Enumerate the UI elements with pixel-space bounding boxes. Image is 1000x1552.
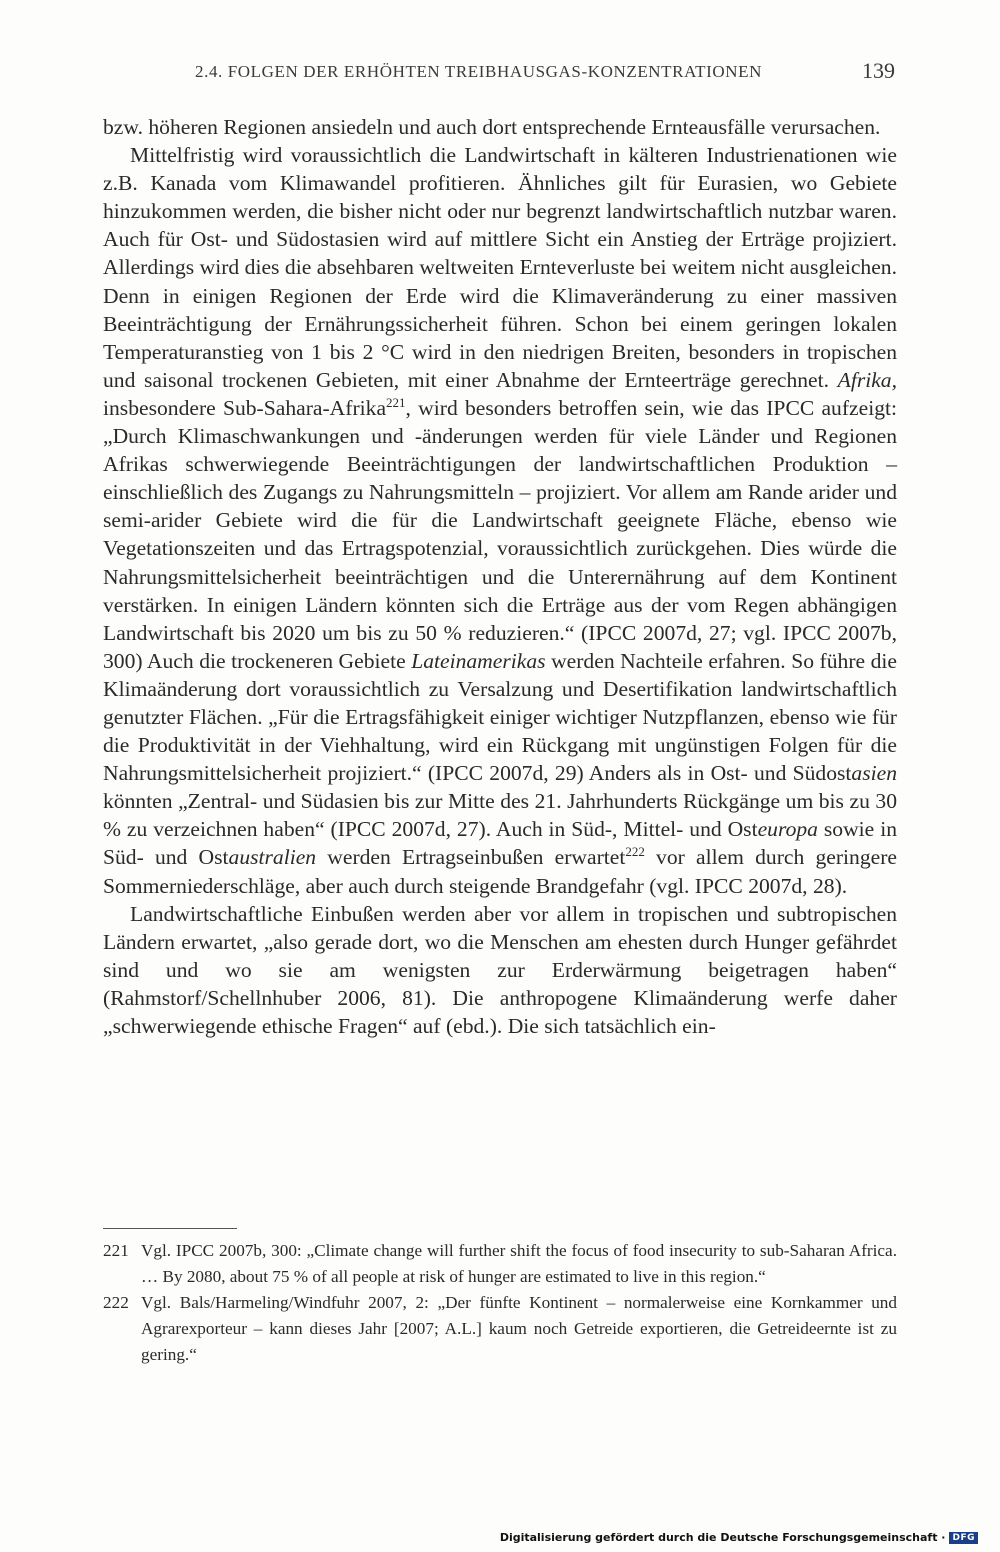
text-segment: sowie in Süd- und Ost: [103, 817, 897, 870]
footnote-number: 221: [103, 1241, 129, 1260]
text-segment: werden Ertragseinbußen erwartet: [316, 845, 626, 870]
text-segment: insbesondere Sub-Sahara-Afrika: [103, 395, 387, 420]
emphasis-australien: australien: [228, 845, 317, 870]
main-text: [103, 113, 897, 1040]
footnote-ref-222[interactable]: 222: [625, 844, 645, 860]
paragraph-1: bzw. höheren Regionen ansiedeln und auch dort entsprechende Ernteausfälle verursachen.: [103, 115, 881, 139]
paragraph-3: Landwirtschaftliche Einbußen werden aber vor allem in tropischen und subtropischen Ländern erwartet, „also gerade dort, wo die Menschen am ehesten durch Hunger gefährdet sind und wo sie am wenigsten zur Erderwärmung beigetragen haben“ (Rahmstorf/Schellnhuber 2006, 81). Die anthropogene Klimaänderung werfe daher „schwerwiegende ethische Fragen“ auf (ebd.). Die sich tatsächlich ein-: [103, 901, 897, 1038]
footnotes: [103, 1238, 897, 1368]
paragraph-2: [103, 141, 897, 900]
emphasis-afrika: Afrika,: [837, 367, 897, 392]
text-segment: werden Nachteile erfahren. So führe die Klimaänderung dort voraussichtlich zu Versalzung und Desertifikation landwirtschaftlich genutzter Flächen. „Für die Ertragsfähigkeit einiger wichtiger Nutzpflanzen, ebenso wie für die Produktivität in der Viehhaltung, wird ein Rückgang mit ungünstigen Folgen für die Nahrungsmittelsicherheit projiziert.“ (IPCC 2007d, 29) Anders als in Ost- und Südost: [103, 648, 897, 786]
footnote-divider: [103, 1228, 237, 1229]
digitization-note-text: Digitalisierung gefördert durch die Deutsche Forschungsgemeinschaft ·: [499, 1531, 946, 1544]
footnote-222: [103, 1290, 897, 1368]
emphasis-lateinamerikas: Lateinamerikas: [411, 648, 546, 673]
footnote-221: [103, 1238, 897, 1290]
footnote-number: 222: [103, 1293, 129, 1312]
footnote-text: Vgl. Bals/Harmeling/Windfuhr 2007, 2: „Der fünfte Kontinent – normalerweise eine Kornkammer und Agrarexporteur – kann dieses Jahr [2007; A.L.] kaum noch Getreide exportieren, die Getreideernte ist zu gering.“: [141, 1293, 897, 1364]
dfg-logo-icon: DFG: [949, 1532, 978, 1544]
text-segment: , wird besonders betroffen sein, wie das IPCC aufzeigt: „Durch Klimaschwankungen und -änderungen werden für viele Länder und Regionen Afrikas schwerwiegende Beeinträchtigungen der landwirtschaftlichen Produktion – einschließlich des Zugangs zu Nahrungsmitteln – projiziert. Vor allem am Rande arider und semi-arider Gebiete wird die für die Landwirtschaft geeignete Fläche, ebenso wie Vegetationszeiten und das Ertragspotenzial, voraussichtlich zurückgehen. Dies würde die Nahrungsmittelsicherheit beeinträchtigen und die Unterernährung auf dem Kontinent verstärken. In einigen Ländern könnten sich die Erträge aus der vom Regen abhängigen Landwirtschaft bis 2020 um bis zu 50 % reduzieren.“ (IPCC 2007d, 27; vgl. IPCC 2007b, 300) Auch die trockeneren Gebiete: [103, 395, 897, 673]
page-number: 139: [862, 58, 895, 83]
footnote-text: Vgl. IPCC 2007b, 300: „Climate change will further shift the focus of food insecurity to sub-Saharan Africa. … By 2080, about 75 % of all people at risk of hunger are estimated to live in this region.“: [141, 1241, 897, 1286]
chapter-heading: 2.4. FOLGEN DER ERHÖHTEN TREIBHAUSGAS-KONZENTRATIONEN: [195, 62, 762, 81]
text-segment: vor allem durch geringere Sommerniederschläge, aber auch durch steigende Brandgefahr (vgl. IPCC 2007d, 28).: [103, 845, 897, 898]
running-head: [195, 58, 895, 90]
emphasis-asien: asien: [851, 761, 897, 786]
text-segment: Mittelfristig wird voraussichtlich die Landwirtschaft in kälteren Industrienationen wie z.B. Kanada vom Klimawandel profitieren. Ähnliches gilt für Eurasien, wo Gebiete hinzukommen werden, die bisher nicht oder nur begrenzt landwirtschaftlich nutzbar waren. Auch für Ost- und Südostasien wird auf mittlere Sicht ein Anstieg der Erträge projiziert. Allerdings wird dies die absehbaren weltweiten Ernteverluste bei weitem nicht ausgleichen. Denn in einigen Regionen der Erde wird die Klimaveränderung zu einer massiven Beeinträchtigung der Ernährungssicherheit führen. Schon bei einem geringen lokalen Temperaturanstieg von 1 bis 2 °C wird in den niedrigen Breiten, besonders in tropischen und saisonal trockenen Gebieten, mit einer Abnahme der Ernteerträge gerechnet.: [103, 143, 897, 392]
footnote-ref-221[interactable]: 221: [386, 394, 406, 410]
text-segment: könnten „Zentral- und Südasien bis zur Mitte des 21. Jahrhunderts Rückgänge um bis zu 30 % zu verzeichnen haben“ (IPCC 2007d, 27). Auch in Süd-, Mittel- und Ost: [103, 789, 897, 842]
emphasis-europa: europa: [757, 817, 818, 842]
digitization-credit: [500, 1531, 978, 1544]
